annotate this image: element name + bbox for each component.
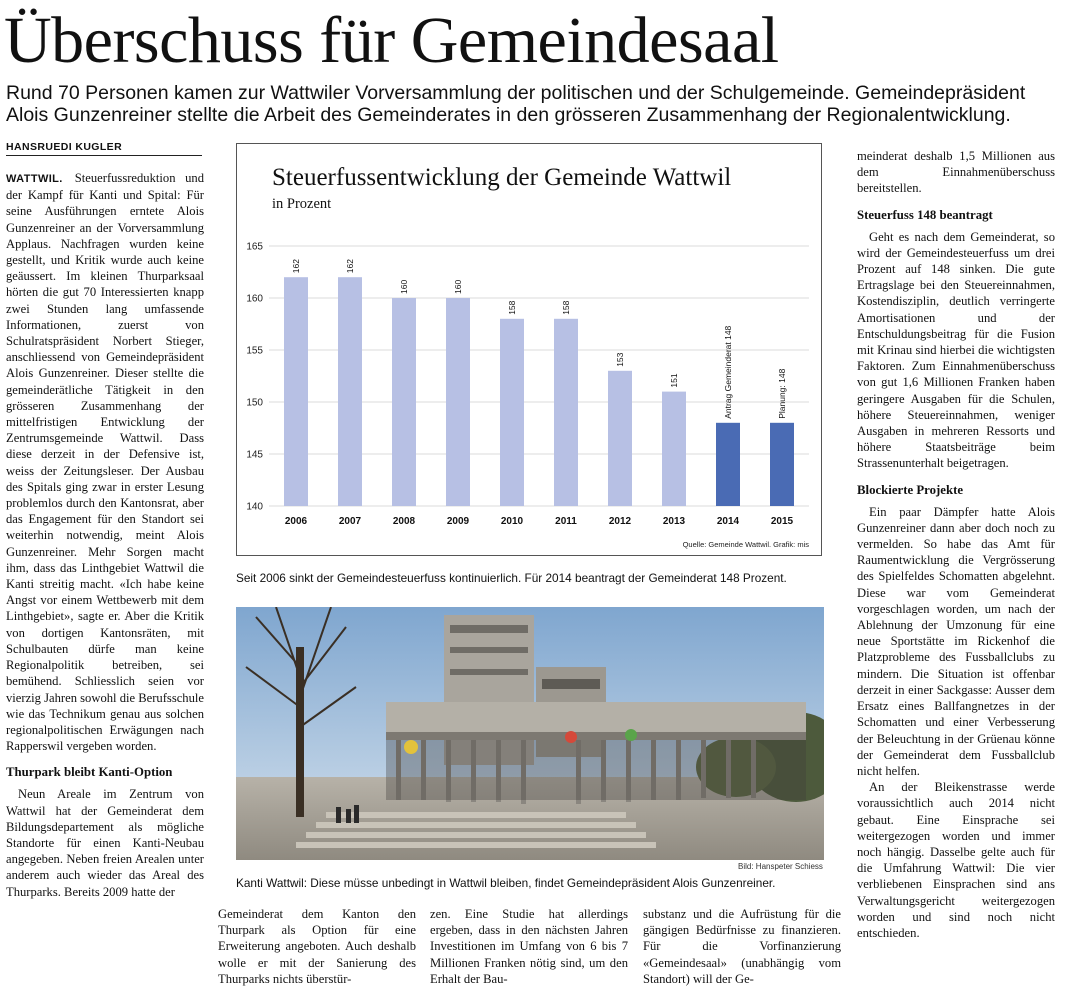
bar: [446, 298, 470, 506]
lead-paragraph: Rund 70 Personen kamen zur Wattwiler Vorversammlung der politischen und der Schulgemeinde. Gemeindepräsident Alois Gunzenreiner stellte die Arbeit des Gemeinderates in den grösseren Zusammenhang der Regionalentwicklung.: [6, 82, 1026, 126]
paragraph-intro: [6, 170, 204, 754]
chart-plot: [237, 144, 821, 555]
subheading-thurpark: Thurpark bleibt Kanti-Option: [6, 765, 173, 780]
subheading-projekte: Blockierte Projekte: [857, 482, 964, 497]
x-tick-label: 2012: [608, 516, 632, 527]
data-label: 160: [453, 279, 463, 294]
photo-credit: Bild: Hanspeter Schiess: [738, 862, 823, 871]
y-tick-label: 145: [246, 449, 263, 461]
bar: [770, 423, 794, 506]
data-label: 151: [669, 373, 679, 388]
author-byline: HANSRUEDI KUGLER: [6, 141, 202, 156]
x-tick-label: 2015: [770, 516, 794, 527]
data-label: 158: [561, 300, 571, 315]
x-tick-label: 2014: [716, 516, 740, 527]
y-tick-label: 165: [246, 241, 263, 253]
x-tick-label: 2013: [662, 516, 686, 527]
paragraph-intro-text: Steuerfussreduktion und der Kampf für Kanti und Spital: Für seine Ausführungen erntete Alois Gunzenreiner an der Vorversammlung Applaus. Nachfragen wurden keine gestellt, und Kritik wurde auch keine geäussert. Im kleinen Thurparksaal hörten die gut 70 Interessierten knapp zwei Stunden lang umfassende Informationen, zuerst von Schulratspräsident Norbert Stieger, anschliessend von Gemeindepräsident Alois Gunzenreiner. Dieser stellte die gemeinderätliche Tätigkeit in den grösseren Zusammenhang der mittelfristigen Entwicklung der Zentrumsgemeinde Wattwil. Dass diese derzeit in der Defensive ist, weiss der Zeitungsleser. Der Ausbau des Spitals ging zwar in erster Lesung problemlos durch den Kantonsrat, aber das Engagement für den Standort sei weiterhin notwendig, meint Alois Gunzenreiner. Mehr Sorgen macht ihm, dass das Linthgebiet Wattwil die Kanti streitig macht. «Ich habe keine Angst vor einem Wettbewerb mit dem Linthgebiet», sagte er. Aber die Kritik von dortigen Kantonsräten, mit Schulbauten dürfe man keine Regionalpolitik betreiben, sei bemühend. Schliesslich seien vor vierzig Jahren sowohl die Berufsschule wie das Technikum genau aus solchen regionalpolitischen Erwägungen nach Rapperswil vergeben worden.: [6, 171, 204, 754]
paragraph-col3: zen. Eine Studie hat allerdings ergeben, dass in den nächsten Jahren Investitionen im Umfang von 6 bis 7 Millionen Franken nötig sind, um den Erhalt der Bau-: [430, 907, 628, 986]
x-tick-label: 2006: [284, 516, 308, 527]
chart-caption: Seit 2006 sinkt der Gemeindesteuerfuss kontinuierlich. Für 2014 beantragt der Gemeinderat 148 Prozent.: [236, 571, 787, 585]
bar: [716, 423, 740, 506]
building-photo-illustration: [236, 607, 824, 860]
article-column-5: [857, 148, 1055, 941]
article-column-3: [430, 906, 628, 987]
data-label: 153: [615, 352, 625, 367]
article-column-1: [6, 170, 204, 900]
chart-source: Quelle: Gemeinde Wattwil. Grafik: mis: [682, 540, 809, 549]
paragraph-bleikenstrasse: An der Bleikenstrasse werde voraussichtlich auch 2014 nicht gebaut. Eine Einsprache sei weitergezogen worden und immer noch hängig. Dasselbe gelte auch für die Umfahrung Wattwil: Die vier verbliebenen Einsprachen sind ans Verwaltungsgericht weitergezogen worden und sind noch nicht entschieden.: [857, 780, 1055, 940]
bar: [392, 298, 416, 506]
data-label: 162: [345, 259, 355, 274]
bar: [554, 319, 578, 506]
paragraph-thurpark: Neun Areale im Zentrum von Wattwil hat der Gemeinderat dem Bildungsdepartement als mögliche Standorte für einen Kanti-Neubau angegeben. Neben freien Arealen unter anderem auch wieder das Areal des Thurparks. Bereits 2009 hatte der: [6, 787, 204, 899]
y-tick-label: 155: [246, 345, 263, 357]
chart-subtitle: in Prozent: [272, 196, 332, 212]
bar: [338, 277, 362, 506]
paragraph-einnahmen: meinderat deshalb 1,5 Millionen aus dem Einnahmenüberschuss bereitstellen.: [857, 149, 1055, 196]
x-tick-label: 2007: [338, 516, 362, 527]
dateline: WATTWIL.: [6, 173, 63, 185]
headline: Überschuss für Gemeindesaal: [4, 4, 779, 77]
data-label: 162: [291, 259, 301, 274]
bar: [500, 319, 524, 506]
paragraph-projekte: Ein paar Dämpfer hatte Alois Gunzenreiner dann aber doch noch zu vermelden. So habe das Amt für Raumentwicklung die Vergrösserung des Spielfeldes Schomatten abgelehnt. Diese war vom Gemeinderat vorgeschlagen worden, um nach der Ablehnung der Umzonung für eine neue Sportstätte im Rickenhof die Platzprobleme des Fussballclubs zu mindern. Die Situation ist offenbar derzeit in einer Sackgasse: Ausser dem Ersatz eines Ballfangnetzes in der Schomatten und einer Verbesserung der Beleuchtung in der Grüenau könne der Gemeinderat dem Fussballclub nicht helfen.: [857, 504, 1055, 778]
paragraph-steuerfuss: Geht es nach dem Gemeinderat, so wird der Gemeindesteuerfuss um drei Prozent auf 148 sinken. Die gute Ertragslage bei den Steuereinnahmen, Kostendisziplin, deutlich verringerte Amortisationen und der Entschuldungsbeitrag für die Fusion mit Krinau sind hierbei die wichtigsten Faktoren. Zum Einnahmenüberschuss von gut 1,6 Millionen Franken haben geringere Ausgaben für die Schulen, höhere Steuereinnahmen, weniger Ausgaben in mehreren Ressorts und höhere Staatsbeiträge beim Strassenunterhalt beigetragen.: [857, 229, 1055, 471]
x-tick-label: 2009: [446, 516, 470, 527]
photo-kanti-wattwil: [236, 607, 824, 860]
bar: [608, 371, 632, 506]
bar: [662, 392, 686, 506]
article-column-2: [218, 906, 416, 987]
bar-chart: [236, 143, 822, 556]
paragraph-col4: substanz und die Aufrüstung für die gängigen Bedürfnisse zu finanzieren. Für die Vorfinanzierung «Gemeindesaal» (unabhängig vom Standort) will der Ge-: [643, 907, 841, 986]
data-label: Antrag Gemeinderat 148: [723, 325, 733, 419]
y-tick-label: 150: [246, 397, 263, 409]
y-tick-label: 160: [246, 293, 263, 305]
data-label: 158: [507, 300, 517, 315]
x-tick-label: 2011: [555, 516, 577, 527]
x-tick-label: 2010: [500, 516, 524, 527]
photo-caption: Kanti Wattwil: Diese müsse unbedingt in Wattwil bleiben, findet Gemeindepräsident Alois Gunzenreiner.: [236, 876, 776, 890]
article-column-4: [643, 906, 841, 987]
x-tick-label: 2008: [392, 516, 416, 527]
subheading-steuerfuss: Steuerfuss 148 beantragt: [857, 207, 993, 222]
bar: [284, 277, 308, 506]
paragraph-col2: Gemeinderat dem Kanton den Thurpark als Option für eine Erweiterung angeboten. Auch deshalb wolle er mit der Sanierung des Thurparks nichts überstür-: [218, 907, 416, 986]
chart-title: Steuerfussentwicklung der Gemeinde Wattwil: [272, 164, 732, 191]
data-label: Planung: 148: [777, 368, 787, 419]
y-tick-label: 140: [246, 501, 263, 513]
data-label: 160: [399, 279, 409, 294]
